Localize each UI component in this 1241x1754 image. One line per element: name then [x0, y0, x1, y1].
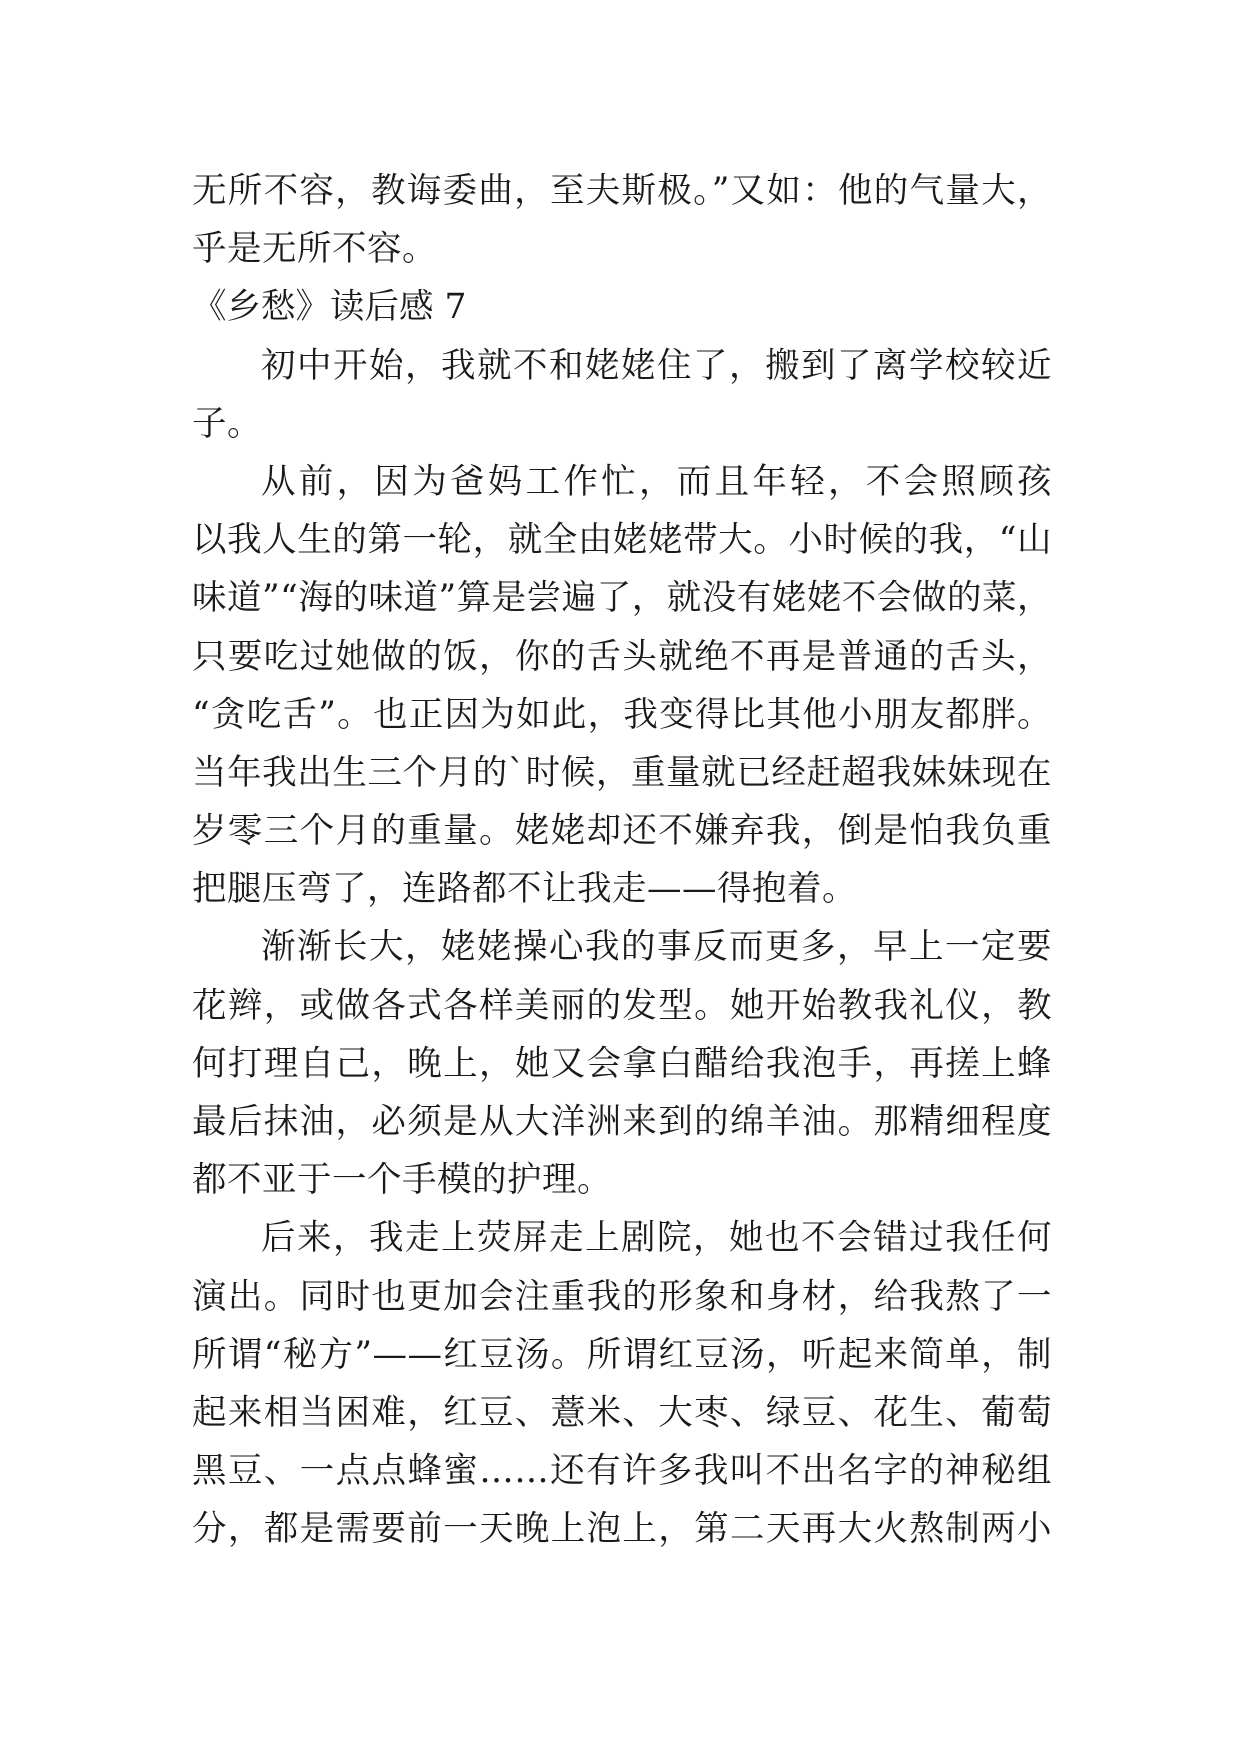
text-line: 以我人生的第一轮，就全由姥姥带大。小时候的我，“山	[192, 520, 1052, 561]
text-line: 花辫，或做各式各样美丽的发型。她开始教我礼仪，教	[192, 985, 1052, 1026]
text-line: 何打理自己，晚上，她又会拿白醋给我泡手，再搓上蜂	[192, 1043, 1052, 1084]
paragraph-first-line: 渐渐长大，姥姥操心我的事反而更多，早上一定要	[261, 927, 1052, 968]
text-line: 只要吃过她做的饭，你的舌头就绝不再是普通的舌头，	[192, 636, 1052, 677]
text-line: 岁零三个月的重量。姥姥却还不嫌弃我，倒是怕我负重	[192, 811, 1052, 852]
text-line: 乎是无所不容。	[192, 229, 437, 270]
text-line: 子。	[192, 403, 262, 444]
text-line: 把腿压弯了，连路都不让我走——得抱着。	[192, 869, 857, 910]
text-line: 分，都是需要前一天晚上泡上，第二天再大火熬制两小	[192, 1509, 1052, 1550]
section-heading: 《乡愁》读后感 7	[192, 287, 467, 328]
text-line: “贪吃舌”。也正因为如此，我变得比其他小朋友都胖。	[192, 694, 1052, 735]
paragraph-first-line: 后来，我走上荧屏走上剧院，她也不会错过我任何	[261, 1218, 1052, 1259]
body-text	[192, 162, 1052, 1559]
text-line: 当年我出生三个月的`时候，重量就已经赶超我妹妹现在	[192, 752, 1052, 793]
text-line: 所谓“秘方”——红豆汤。所谓红豆汤，听起来简单，制	[192, 1334, 1052, 1375]
text-line: 演出。同时也更加会注重我的形象和身材，给我熬了一	[192, 1276, 1052, 1317]
paragraph-first-line: 从前，因为爸妈工作忙，而且年轻，不会照顾孩	[261, 461, 1052, 502]
paragraph-first-line: 初中开始，我就不和姥姥住了，搬到了离学校较近	[261, 345, 1052, 386]
text-line: 都不亚于一个手模的护理。	[192, 1160, 612, 1201]
text-line: 起来相当困难，红豆、薏米、大枣、绿豆、花生、葡萄	[192, 1392, 1052, 1433]
text-line: 无所不容，教诲委曲，至夫斯极。”又如：他的气量大，	[192, 171, 1052, 211]
text-line: 最后抹油，必须是从大洋洲来到的绵羊油。那精细程度	[192, 1102, 1052, 1142]
text-line: 味道”“海的味道”算是尝遍了，就没有姥姥不会做的菜，	[192, 578, 1052, 619]
text-line: 黑豆、一点点蜂蜜……还有许多我叫不出名字的神秘组	[192, 1451, 1052, 1492]
